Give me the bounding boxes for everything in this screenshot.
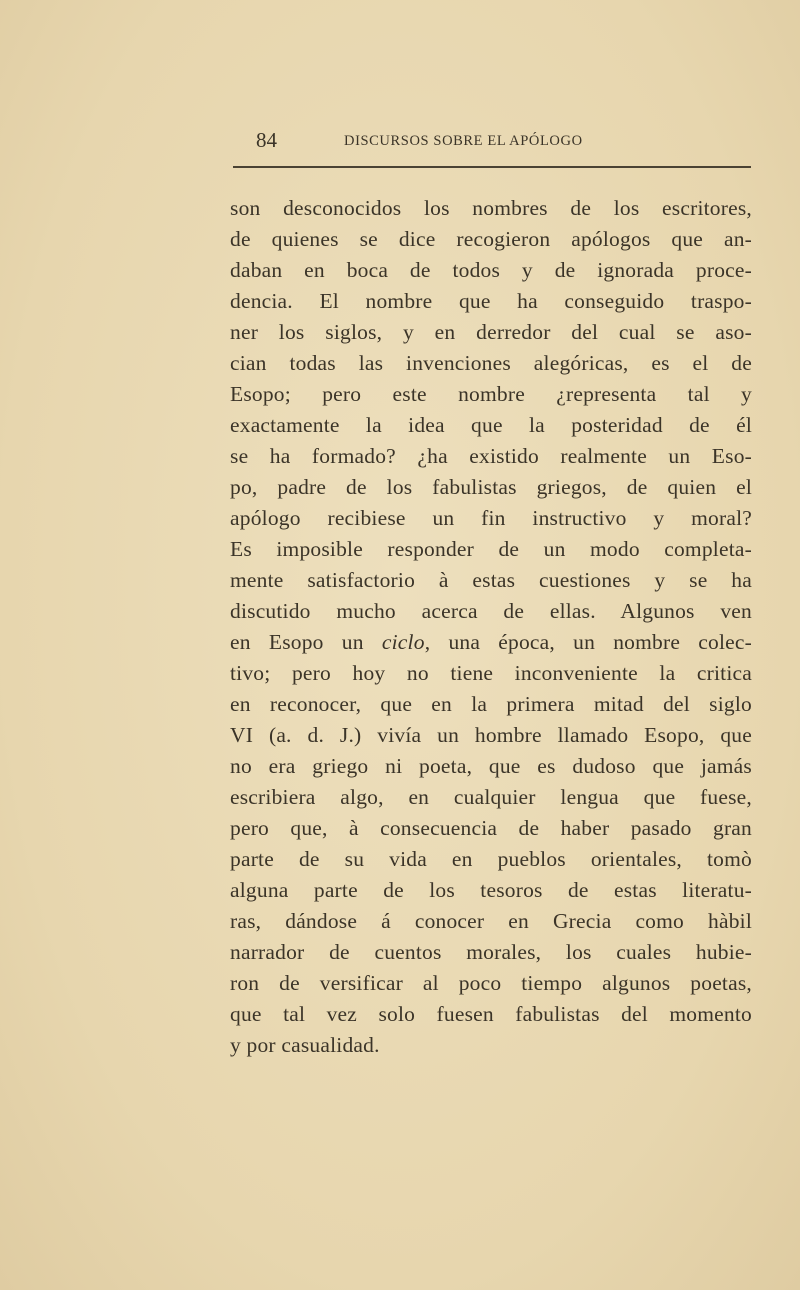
text-line: exactamente la idea que la posteridad de él — [230, 413, 752, 437]
text-line: que tal vez solo fuesen fabulistas del momento — [230, 1002, 752, 1026]
text-line: ron de versificar al poco tiempo algunos poetas, — [230, 971, 752, 995]
body-text — [230, 193, 752, 1061]
text-line: VI (a. d. J.) vivía un hombre llamado Esopo, que — [230, 723, 752, 747]
running-title: DISCURSOS SOBRE EL APÓLOGO — [344, 133, 583, 149]
text-line: pero que, à consecuencia de haber pasado gran — [230, 816, 752, 840]
text-line: en reconocer, que en la primera mitad del siglo — [230, 692, 752, 716]
text-line: dencia. El nombre que ha conseguido traspo- — [230, 289, 752, 313]
header-rule — [233, 166, 751, 168]
text-line: apólogo recibiese un fin instructivo y moral? — [230, 506, 752, 530]
text-line: tivo; pero hoy no tiene inconveniente la critica — [230, 661, 752, 685]
text-line: Esopo; pero este nombre ¿representa tal y — [230, 382, 752, 406]
text-line: daban en boca de todos y de ignorada proce- — [230, 258, 752, 282]
text-line: alguna parte de los tesoros de estas literatu- — [230, 878, 752, 902]
text-line: Es imposible responder de un modo completa- — [230, 537, 752, 561]
text-span: , una época, un nombre colec- — [424, 630, 752, 654]
text-line: narrador de cuentos morales, los cuales hubie- — [230, 940, 752, 964]
text-line: no era griego ni poeta, que es dudoso que jamás — [230, 754, 752, 778]
text-span: en Esopo un — [230, 630, 382, 654]
text-line: de quienes se dice recogieron apólogos que an- — [230, 227, 752, 251]
text-line: son desconocidos los nombres de los escritores, — [230, 196, 752, 220]
italic-term: ciclo — [381, 630, 425, 654]
text-line: po, padre de los fabulistas griegos, de quien el — [230, 475, 752, 499]
text-line — [230, 627, 752, 658]
running-header — [232, 128, 752, 158]
page-number: 84 — [256, 128, 277, 152]
text-line: discutido mucho acerca de ellas. Algunos ven — [230, 599, 752, 623]
text-line: ras, dándose á conocer en Grecia como hàbil — [230, 909, 752, 933]
text-line: y por casualidad. — [230, 1033, 380, 1057]
text-line: escribiera algo, en cualquier lengua que fuese, — [230, 785, 752, 809]
text-line: se ha formado? ¿ha existido realmente un Eso- — [230, 444, 752, 468]
text-line: cian todas las invenciones alegóricas, es el de — [230, 351, 752, 375]
text-line: ner los siglos, y en derredor del cual se aso- — [230, 320, 752, 344]
text-line: parte de su vida en pueblos orientales, tomò — [230, 847, 752, 871]
text-line: mente satisfactorio à estas cuestiones y se ha — [230, 568, 752, 592]
